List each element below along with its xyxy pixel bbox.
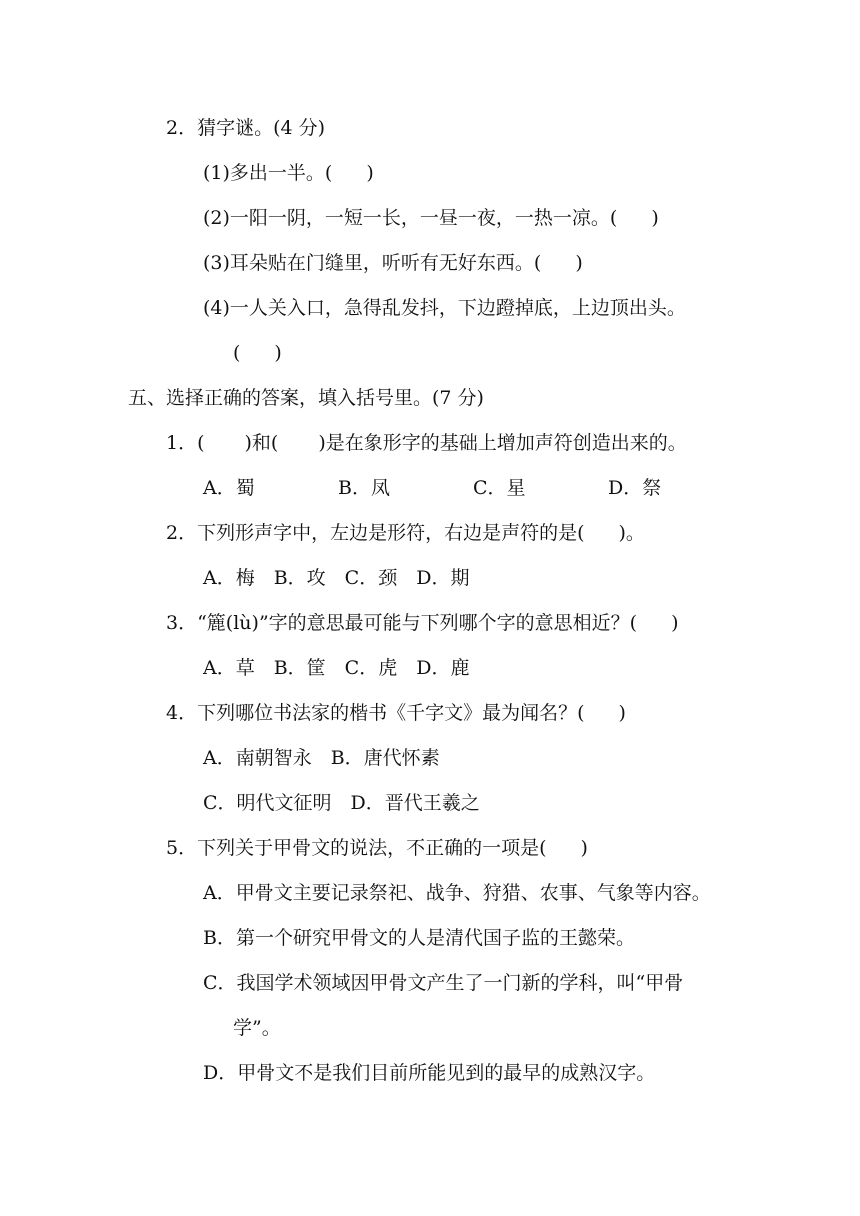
riddle-2-text: (2)一阳一阴，一短一长，一昼一夜，一热一凉。( — [203, 207, 618, 229]
riddle-1-close-paren: ) — [366, 162, 374, 184]
riddle-1 — [203, 161, 374, 185]
question-3-options[interactable]: A．草 B．筐 C．虎 D．鹿 — [203, 657, 470, 679]
question-5 — [166, 836, 588, 860]
question-4-options-row-1[interactable]: A．南朝智永 B．唐代怀素 — [203, 747, 440, 769]
question-4 — [166, 701, 626, 725]
question-1-option-c[interactable]: C．星 — [473, 477, 526, 499]
question-4-end: ) — [618, 702, 626, 724]
question-5-option-c-line-2: 学”。 — [233, 1017, 281, 1039]
question-3-end: ) — [671, 612, 679, 634]
riddle-3-close-paren: ) — [575, 252, 583, 274]
question-2 — [166, 521, 645, 545]
riddle-4: (4)一人关入口，急得乱发抖，下边蹬掉底，上边顶出头。 — [203, 297, 686, 319]
riddle-3-text: (3)耳朵贴在门缝里，听听有无好东西。( — [203, 252, 542, 274]
riddle-2-close-paren: ) — [651, 207, 659, 229]
question-1-part-1: 1．( — [166, 432, 205, 454]
question-5-option-a[interactable]: A．甲骨文主要记录祭祀、战争、狩猎、农事、气象等内容。 — [203, 882, 711, 904]
question-1-option-d[interactable]: D．祭 — [608, 477, 662, 499]
question-3-stem: 3．“簏(lù)”字的意思最可能与下列哪个字的意思相近？( — [166, 612, 638, 634]
riddle-4-close-paren: ) — [274, 342, 282, 364]
riddle-2 — [203, 206, 659, 230]
question-2-stem: 2．下列形声字中，左边是形符，右边是声符的是( — [166, 522, 585, 544]
riddle-4-open-paren: ( — [233, 342, 241, 364]
question-5-option-d[interactable]: D．甲骨文不是我们目前所能见到的最早的成熟汉字。 — [203, 1062, 656, 1084]
riddle-3 — [203, 251, 583, 275]
question-5-end: ) — [580, 837, 588, 859]
question-5-option-c-line-1[interactable]: C．我国学术领域因甲骨文产生了一门新的学科，叫“甲骨 — [203, 972, 684, 994]
question-4-stem: 4．下列哪位书法家的楷书《千字文》最为闻名？( — [166, 702, 585, 724]
question-2-options[interactable]: A．梅 B．攻 C．颈 D．期 — [203, 567, 470, 589]
question-2-end: )。 — [618, 522, 645, 544]
question-5-option-b[interactable]: B．第一个研究甲骨文的人是清代国子监的王懿荣。 — [203, 927, 635, 949]
question-4-options-row-2[interactable]: C．明代文征明 D．晋代王羲之 — [203, 792, 480, 814]
choice-section-title: 五、选择正确的答案，填入括号里。(7 分) — [128, 387, 484, 409]
riddle-1-text: (1)多出一半。( — [203, 162, 333, 184]
question-1-option-b[interactable]: B．凤 — [338, 477, 390, 499]
question-5-stem: 5．下列关于甲骨文的说法，不正确的一项是( — [166, 837, 547, 859]
question-1-option-a[interactable]: A．蜀 — [203, 477, 255, 499]
question-1-part-2: )和( — [244, 432, 279, 454]
riddle-4-answer — [233, 341, 282, 365]
riddle-section-title: 2．猜字谜。(4 分) — [166, 117, 326, 139]
question-1-part-3: )是在象形字的基础上增加声符创造出来的。 — [318, 432, 687, 454]
question-3 — [166, 611, 679, 635]
question-1 — [166, 431, 687, 455]
